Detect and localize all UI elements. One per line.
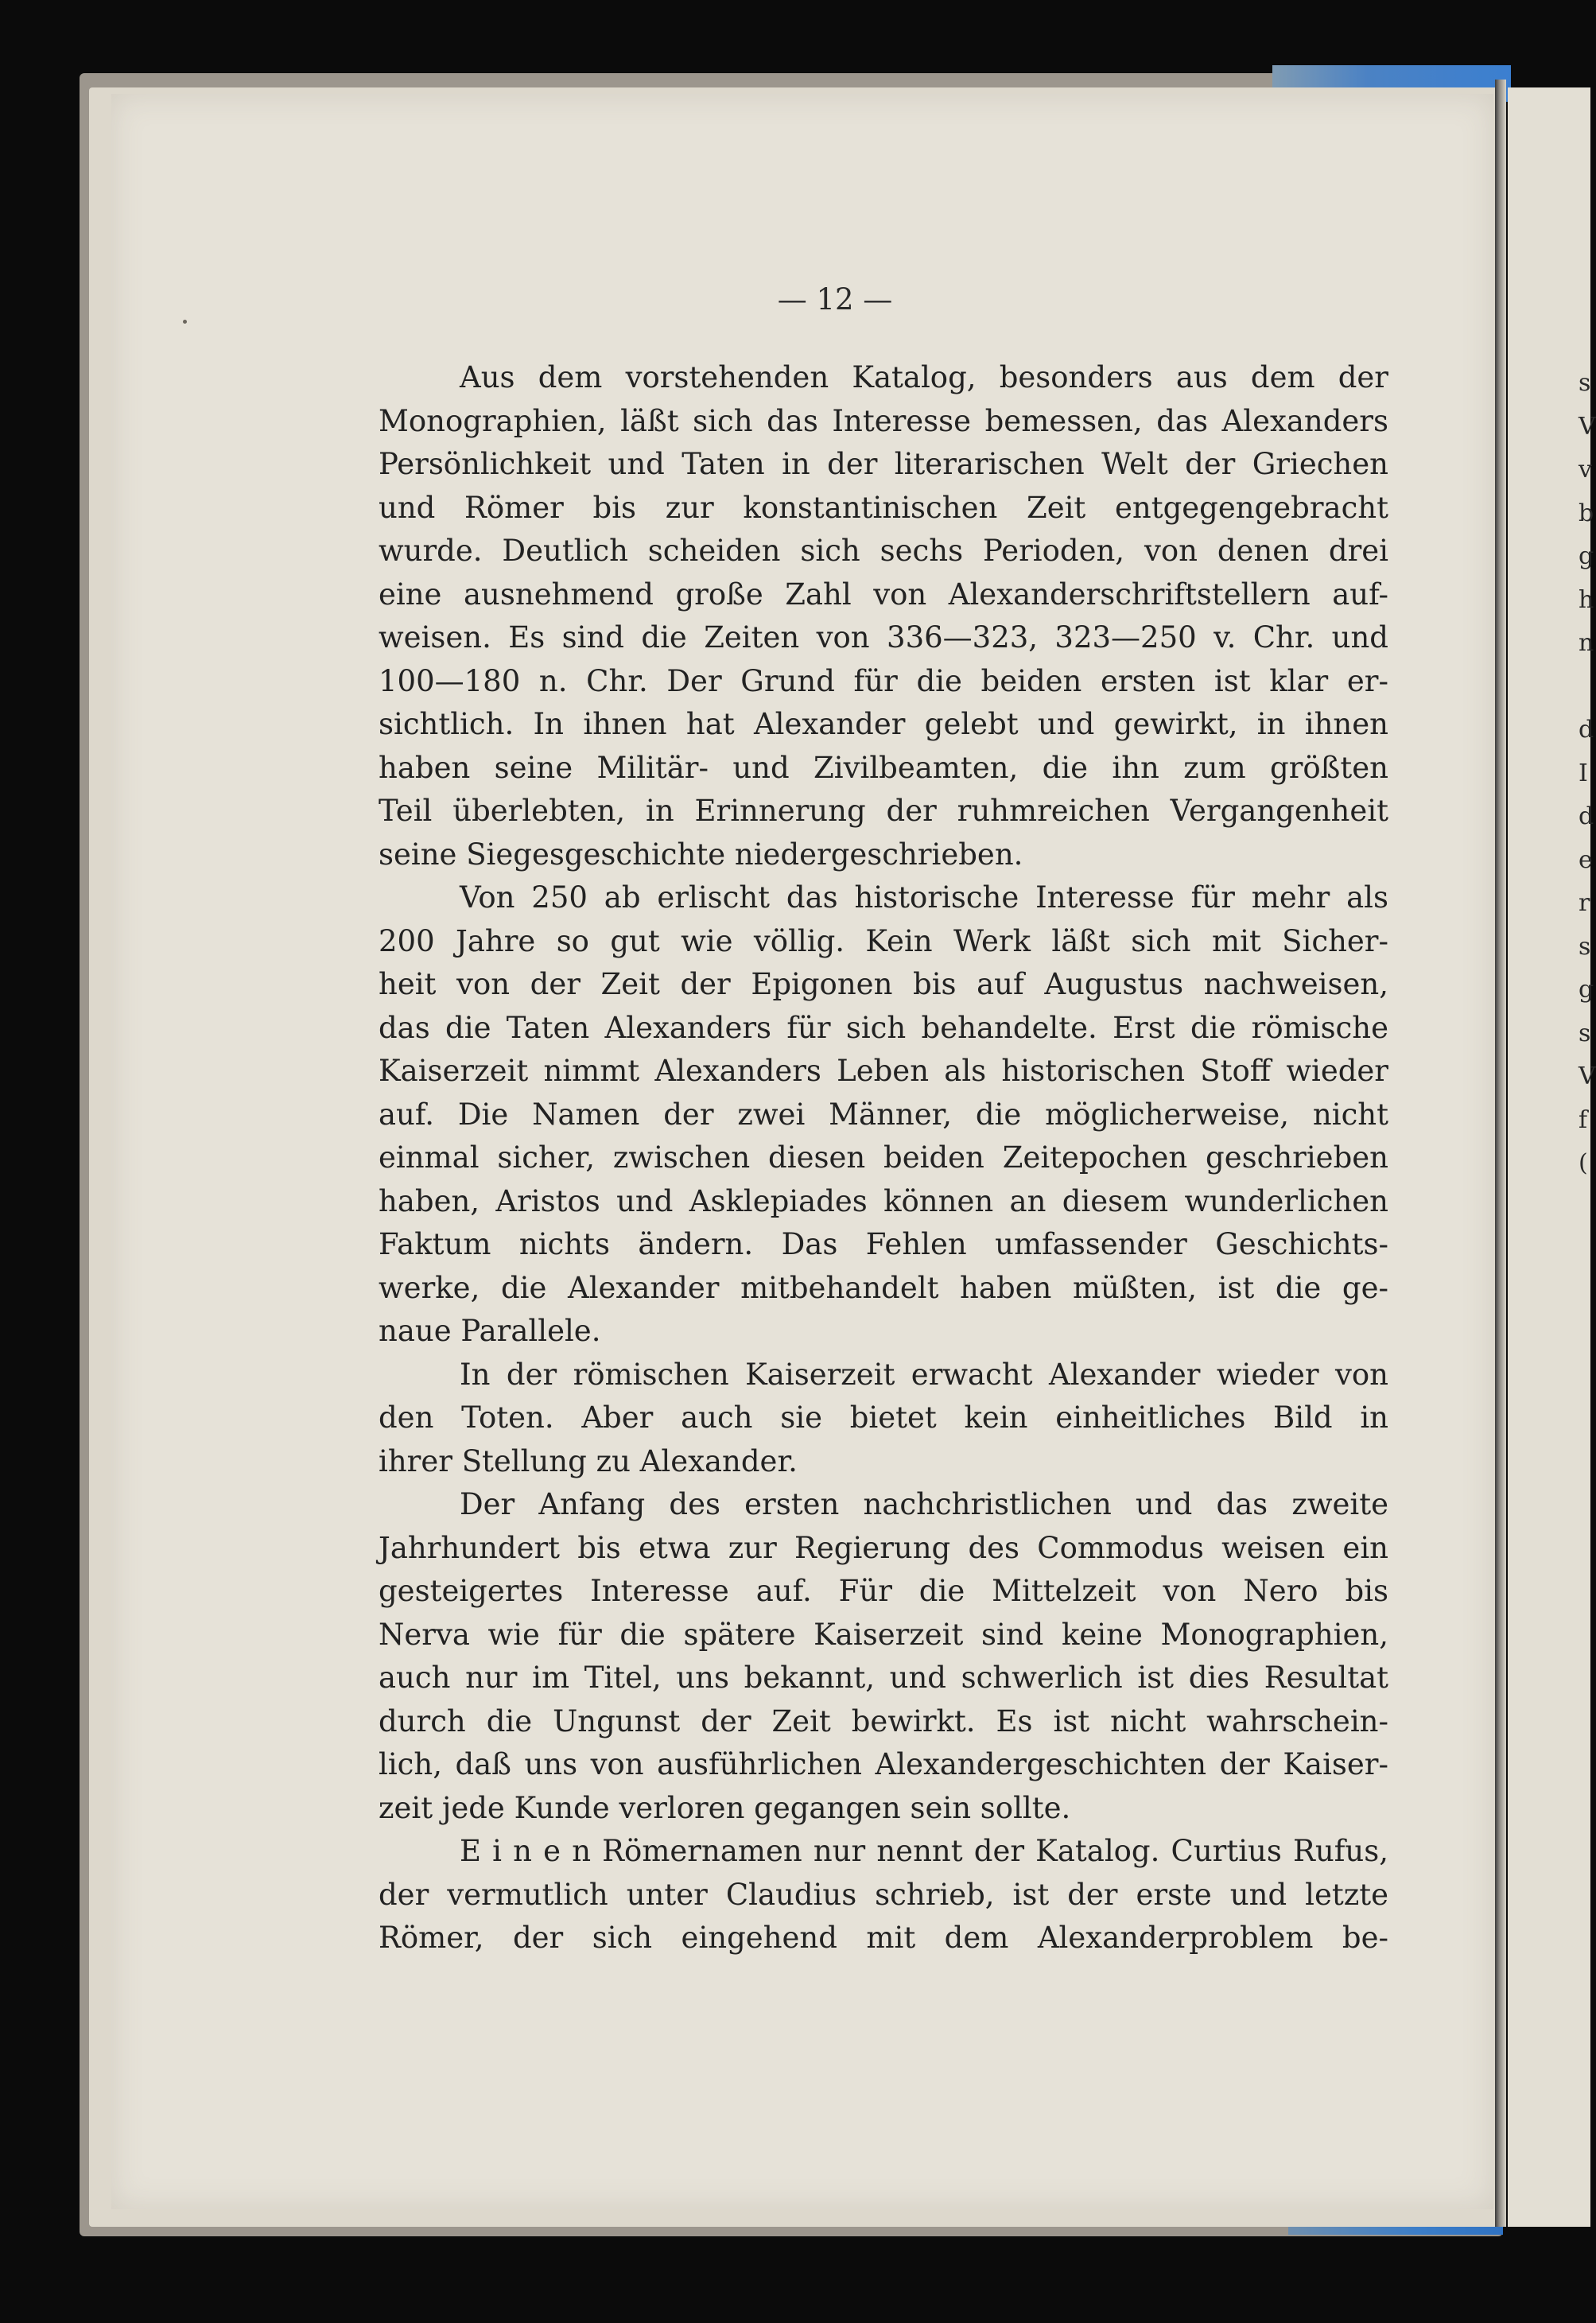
facing-page-letter: v <box>1579 456 1592 484</box>
book-gutter <box>1495 80 1506 2227</box>
facing-page-letter: g <box>1579 976 1594 1004</box>
page-number: — 12 — <box>777 282 893 317</box>
text-line: Nerva wie für die spätere Kaiserzeit sind keine Monographien, <box>379 1617 1388 1652</box>
facing-page-text <box>1579 362 1596 1186</box>
text-line: seine Siegesgeschichte niedergeschrieben. <box>379 837 1023 872</box>
facing-page-letter: d <box>1579 802 1594 830</box>
body-text <box>379 356 1388 1960</box>
text-line: Jahrhundert bis etwa zur Regierung des Commodus weisen ein <box>379 1530 1388 1565</box>
text-line: ihrer Stellung zu Alexander. <box>379 1443 798 1478</box>
facing-page-letter: n <box>1579 629 1594 657</box>
text-line: durch die Ungunst der Zeit bewirkt. Es ist nicht wahrschein- <box>379 1703 1388 1738</box>
text-line: der vermutlich unter Claudius schrieb, ist der erste und letzte <box>379 1877 1388 1912</box>
text-line: eine ausnehmend große Zahl von Alexanderschriftstellern auf- <box>379 577 1388 612</box>
text-line: das die Taten Alexanders für sich behandelte. Erst die römische <box>379 1010 1388 1045</box>
text-line: und Römer bis zur konstantinischen Zeit entgegengebracht <box>379 490 1388 525</box>
text-line: Der Anfang des ersten nachchristlichen und das zweite <box>460 1487 1388 1521</box>
text-line: Teil überlebten, in Erinnerung der ruhmreichen Vergangenheit <box>379 794 1388 828</box>
text-line: lich, daß uns von ausführlichen Alexandergeschichten der Kaiser- <box>379 1747 1388 1781</box>
facing-page-letter <box>1579 666 1596 709</box>
facing-page-letter: f <box>1579 1105 1588 1134</box>
text-line: wurde. Deutlich scheiden sich sechs Perioden, von denen drei <box>379 534 1388 568</box>
facing-page-letter: e <box>1579 845 1593 874</box>
text-line: Faktum nichts ändern. Das Fehlen umfassender Geschichts- <box>379 1227 1388 1261</box>
facing-page-letter: I <box>1579 759 1588 787</box>
facing-page-letter: s <box>1579 369 1591 397</box>
facing-page-letter: ( <box>1579 1149 1588 1177</box>
text-line: Römer, der sich eingehend mit dem Alexanderproblem be- <box>379 1921 1388 1955</box>
text-line: In der römischen Kaiserzeit erwacht Alexander wieder von <box>460 1357 1388 1392</box>
text-line: 100—180 n. Chr. Der Grund für die beiden ersten ist klar er- <box>379 663 1388 698</box>
facing-page-letter: b <box>1579 499 1594 527</box>
text-line: Kaiserzeit nimmt Alexanders Leben als historischen Stoff wieder <box>379 1054 1388 1088</box>
text-line: 200 Jahre so gut wie völlig. Kein Werk läßt sich mit Sicher- <box>379 923 1388 958</box>
text-line: haben seine Militär- und Zivilbeamten, die ihn zum größten <box>379 750 1388 785</box>
text-line: einmal sicher, zwischen diesen beiden Zeitepochen geschrieben <box>379 1140 1388 1175</box>
text-line: auch nur im Titel, uns bekannt, und schwerlich ist dies Resultat <box>379 1661 1388 1695</box>
text-line: weisen. Es sind die Zeiten von 336—323, 323—250 v. Chr. und <box>379 620 1388 655</box>
text-line: sichtlich. In ihnen hat Alexander gelebt und gewirkt, in ihnen <box>379 707 1388 741</box>
facing-page-letter: r <box>1579 889 1590 917</box>
facing-page-letter: V <box>1579 1062 1596 1090</box>
text-line: heit von der Zeit der Epigonen bis auf Augustus nachweisen, <box>379 967 1388 1001</box>
facing-page-letter: s <box>1579 1019 1591 1047</box>
text-line: naue Parallele. <box>379 1314 601 1348</box>
text-line: den Toten. Aber auch sie bietet kein einheitliches Bild in <box>379 1400 1388 1435</box>
text-line: Monographien, läßt sich das Interesse bemessen, das Alexanders <box>379 403 1388 438</box>
paper-speck <box>183 320 187 324</box>
text-line: haben, Aristos und Asklepiades können an diesem wunderlichen <box>379 1183 1388 1218</box>
text-line: E i n e n Römernamen nur nennt der Katalog. Curtius Rufus, <box>460 1834 1388 1868</box>
facing-page-letter: h <box>1579 585 1594 614</box>
facing-page-letter: d <box>1579 716 1594 744</box>
facing-page-letter: V <box>1579 412 1596 441</box>
facing-page-letter: g <box>1579 542 1594 570</box>
text-line: zeit jede Kunde verloren gegangen sein sollte. <box>379 1790 1071 1825</box>
text-line: Persönlichkeit und Taten in der literarischen Welt der Griechen <box>379 447 1388 481</box>
text-line: Von 250 ab erlischt das historische Interesse für mehr als <box>460 880 1388 915</box>
text-line: auf. Die Namen der zwei Männer, die möglicherweise, nicht <box>379 1097 1388 1132</box>
text-line: werke, die Alexander mitbehandelt haben müßten, ist die ge- <box>379 1270 1388 1305</box>
text-line: gesteigertes Interesse auf. Für die Mittelzeit von Nero bis <box>379 1574 1388 1608</box>
facing-page-letter: s <box>1579 932 1591 961</box>
text-line: Aus dem vorstehenden Katalog, besonders aus dem der <box>460 360 1388 394</box>
